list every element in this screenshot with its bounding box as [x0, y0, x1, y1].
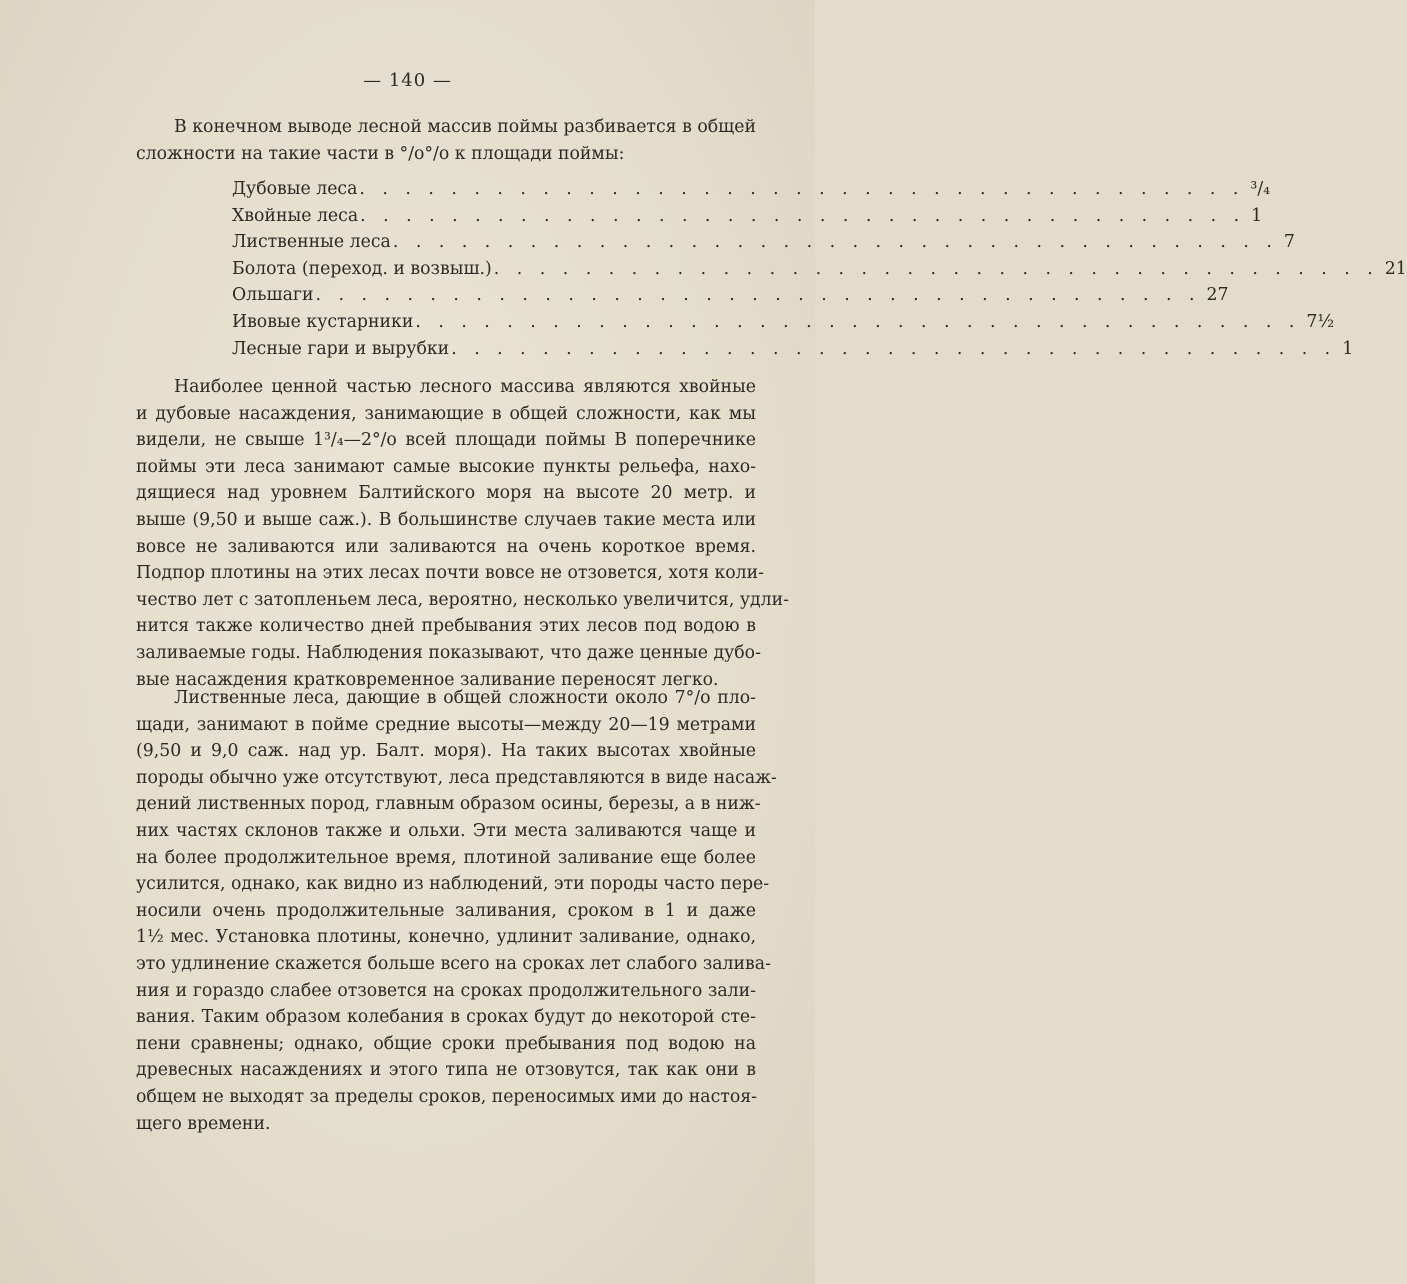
list-item — [232, 203, 1263, 230]
list-item — [232, 309, 1335, 336]
paragraph-deciduous — [136, 685, 777, 1137]
leader-dots: . . . . . . . . . . . . . . . . . . . . . . . . . . . . . . . . . . . . . . . — [315, 285, 1201, 306]
forest-composition-list — [232, 176, 1407, 362]
text-line: (9,50 и 9,0 саж. над ур. Балт. моря). На таких высотах хвойные — [136, 741, 756, 762]
list-item — [232, 176, 1271, 203]
text-line: усилится, однако, как видно из наблюдений, эти породы часто пере- — [136, 874, 770, 895]
list-item — [232, 282, 1229, 309]
list-item-label: Лиственные леса — [232, 232, 391, 253]
leader-dots: . . . . . . . . . . . . . . . . . . . . . . . . . . . . . . . . . . . . . . . — [451, 338, 1337, 359]
text-line: видели, не свыше 1³/₄—2°/о всей площади поймы В поперечнике — [136, 430, 756, 451]
list-item-label: Дубовые леса — [232, 179, 358, 199]
list-item-label: Лесные гари и вырубки — [232, 338, 450, 359]
text-line: 1½ мес. Установка плотины, конечно, удлинит заливание, однако, — [136, 927, 756, 948]
paragraph-conifer-oak — [136, 374, 789, 693]
list-item — [232, 336, 1354, 363]
list-item — [232, 229, 1295, 256]
text-line: В конечном выводе лесной массив поймы разбивается в общей — [174, 117, 756, 137]
text-line: Подпор плотины на этих лесах почти вовсе не отзовется, хотя коли- — [136, 563, 765, 584]
text-line: сложности на такие части в °/о°/о к площади поймы: — [136, 143, 625, 164]
text-line: носили очень продолжительные заливания, сроком в 1 и даже — [136, 900, 756, 921]
list-item-value: ³/₄ — [1250, 179, 1271, 199]
text-line: вания. Таким образом колебания в сроках будут до некоторой сте- — [136, 1007, 756, 1028]
text-line: и дубовые насаждения, занимающие в общей сложности, как мы — [136, 403, 756, 424]
list-item-value: 27 — [1206, 285, 1229, 306]
list-item-value: 7½ — [1306, 311, 1335, 332]
leader-dots: . . . . . . . . . . . . . . . . . . . . . . . . . . . . . . . . . . . . . . . — [415, 311, 1301, 332]
text-line: щего времени. — [136, 1113, 271, 1134]
list-item — [232, 256, 1407, 283]
text-line: выше (9,50 и выше саж.). В большинстве случаев такие места или — [136, 509, 756, 530]
leader-dots: . . . . . . . . . . . . . . . . . . . . . . . . . . . . . . . . . . . . . . . — [392, 232, 1278, 253]
list-item-label: Ольшаги — [232, 285, 314, 306]
text-line: щади, занимают в пойме средние высоты—между 20—19 метрами — [136, 714, 756, 735]
list-item-label: Ивовые кустарники — [232, 311, 414, 332]
list-item-value: 21 — [1384, 258, 1407, 279]
text-line: это удлинение скажется больше всего на сроках лет слабого залива- — [136, 953, 771, 974]
text-line: на более продолжительное время, плотиной заливание еще более — [136, 847, 756, 868]
text-line: древесных насаждениях и этого типа не отзовутся, так как они в — [136, 1060, 756, 1081]
list-item-value: 7 — [1283, 232, 1295, 253]
text-line: ния и гораздо слабее отзовется на сроках продолжительного зали- — [136, 980, 756, 1001]
list-item-value: 1 — [1251, 205, 1263, 226]
text-line: вые насаждения кратковременное заливание переносят легко. — [136, 669, 719, 690]
list-item-label: Болота (переход. и возвыш.) — [232, 258, 492, 279]
text-line: Лиственные леса, дающие в общей сложности около 7°/о пло- — [174, 688, 756, 708]
page-number: — 140 — — [363, 70, 452, 91]
text-line: дящиеся над уровнем Балтийского моря на высоте 20 метр. и — [136, 483, 756, 504]
leader-dots: . . . . . . . . . . . . . . . . . . . . . . . . . . . . . . . . . . . . . . . — [360, 205, 1246, 226]
text-line: них частях склонов также и ольхи. Эти места заливаются чаще и — [136, 820, 756, 841]
text-line: чество лет с затопленьем леса, вероятно, несколько увеличится, удли- — [136, 589, 789, 610]
text-line: породы обычно уже отсутствуют, леса представляются в виде насаж- — [136, 767, 777, 788]
text-line: пени сравнены; однако, общие сроки пребывания под водою на — [136, 1033, 756, 1054]
list-item-value: 1 — [1342, 338, 1354, 359]
text-line: дений лиственных пород, главным образом осины, березы, а в ниж- — [136, 794, 761, 815]
text-line: поймы эти леса занимают самые высокие пункты рельефа, нахо- — [136, 456, 756, 477]
leader-dots: . . . . . . . . . . . . . . . . . . . . . . . . . . . . . . . . . . . . . . . — [493, 258, 1379, 279]
text-line: заливаемые годы. Наблюдения показывают, что даже ценные дубо- — [136, 642, 761, 663]
intro-paragraph — [136, 114, 756, 167]
text-line: Наиболее ценной частью лесного массива являются хвойные — [174, 377, 756, 397]
text-line: общем не выходят за пределы сроков, переносимых ими до настоя- — [136, 1086, 757, 1107]
text-line: вовсе не заливаются или заливаются на очень короткое время. — [136, 536, 756, 557]
leader-dots: . . . . . . . . . . . . . . . . . . . . . . . . . . . . . . . . . . . . . . . — [359, 179, 1245, 199]
list-item-label: Хвойные леса — [232, 205, 359, 226]
text-line: нится также количество дней пребывания этих лесов под водою в — [136, 616, 756, 637]
